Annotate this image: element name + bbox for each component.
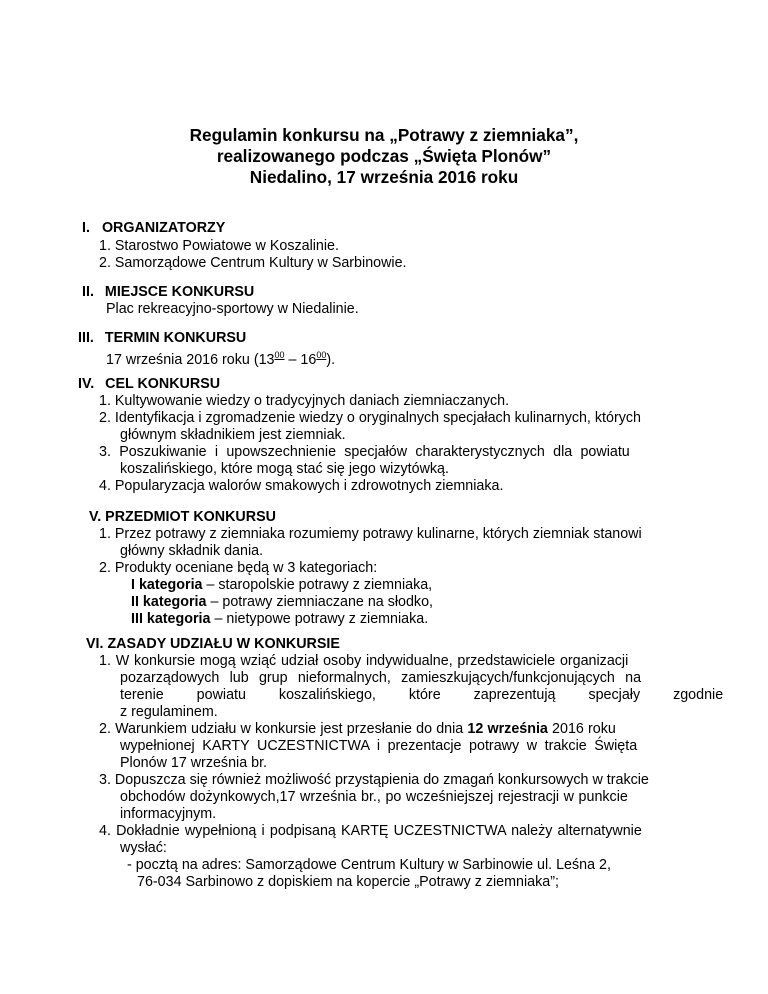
list-item: 2. Produkty oceniane będą w 3 kategoriach: [99,560,378,576]
list-item-continued: Plonów 17 września br. [120,755,268,771]
list-item-continued: z regulaminem. [120,704,218,720]
list-item: 3. Poszukiwanie i upowszechnienie specjałów charakterystycznych dla powiatu [99,444,630,460]
section-heading: I. ORGANIZATORZY [82,220,226,236]
list-item: 2. Samorządowe Centrum Kultury w Sarbinowie. [99,255,407,271]
list-item: 1. W konkursie mogą wziąć udział osoby indywidualne, przedstawiciele organizacji [99,653,629,669]
list-item-continued: informacyjnym. [120,806,217,822]
list-item: 1. Przez potrawy z ziemniaka rozumiemy potrawy kulinarne, których ziemniak stanowi [99,526,642,542]
category-item: II kategoria – potrawy ziemniaczane na słodko, [131,594,433,610]
list-item-continued: terenie powiatu koszalińskiego, które zaprezentują specjały zgodnie [120,687,724,703]
list-item-continued: pozarządowych lub grup nieformalnych, zamieszkujących/funkcjonujących na [120,670,642,686]
list-item: 4. Popularyzacja walorów smakowych i zdrowotnych ziemniaka. [99,478,504,494]
list-item-continued: wysłać: [120,840,167,856]
list-item: 1. Kultywowanie wiedzy o tradycyjnych daniach ziemniaczanych. [99,393,510,409]
section-heading: IV. CEL KONKURSU [78,376,221,392]
section-heading: V. PRZEDMIOT KONKURSU [89,509,276,525]
list-item: 2. Identyfikacja i zgromadzenie wiedzy o oryginalnych specjałach kulinarnych, których [99,410,641,426]
title-line-1: Regulamin konkursu na „Potrawy z ziemniaka”, [189,125,579,145]
list-item-continued: główny składnik dania. [120,543,264,559]
list-item-continued: głównym składnikiem jest ziemniak. [120,427,346,443]
list-item-continued: wypełnionej KARTY UCZESTNICTWA i prezentacje potrawy w trakcie Święta [120,738,638,754]
section-text: Plac rekreacyjno-sportowy w Niedalinie. [106,301,359,317]
category-item: III kategoria – nietypowe potrawy z ziemniaka. [131,611,429,627]
section-heading: II. MIEJSCE KONKURSU [82,284,255,300]
document-title [0,125,768,188]
address-line: 76-034 Sarbinowo z dopiskiem na kopercie „Potrawy z ziemniaka”; [137,874,559,890]
section-heading: VI. ZASADY UDZIAŁU W KONKURSIE [86,636,340,652]
list-item-continued: koszalińskiego, które mogą stać się jego wizytówką. [120,461,449,477]
section-heading: III. TERMIN KONKURSU [78,330,247,346]
category-item: I kategoria – staropolskie potrawy z ziemniaka, [131,577,433,593]
list-item: 4. Dokładnie wypełnioną i podpisaną KARTĘ UCZESTNICTWA należy alternatywnie [99,823,642,839]
address-line: - pocztą na adres: Samorządowe Centrum Kultury w Sarbinowie ul. Leśna 2, [127,857,611,873]
section-date: 17 września 2016 roku $(13^{00} - 16^{00})$. [106,350,336,368]
list-item: 3. Dopuszcza się również możliwość przystąpienia do zmagań konkursowych w trakcie [99,772,649,788]
list-item-continued: obchodów dożynkowych,17 września br., po wcześniejszej rejestracji w punkcie [120,789,628,805]
title-line-3: Niedalino, 17 września 2016 roku [249,167,519,187]
list-item: 2. Warunkiem udziału w konkursie jest przesłanie do dnia 12 września 2016 roku [99,721,616,737]
title-line-2: realizowanego podczas „Święta Plonów” [216,146,552,166]
list-item: 1. Starostwo Powiatowe w Koszalinie. [99,238,339,254]
